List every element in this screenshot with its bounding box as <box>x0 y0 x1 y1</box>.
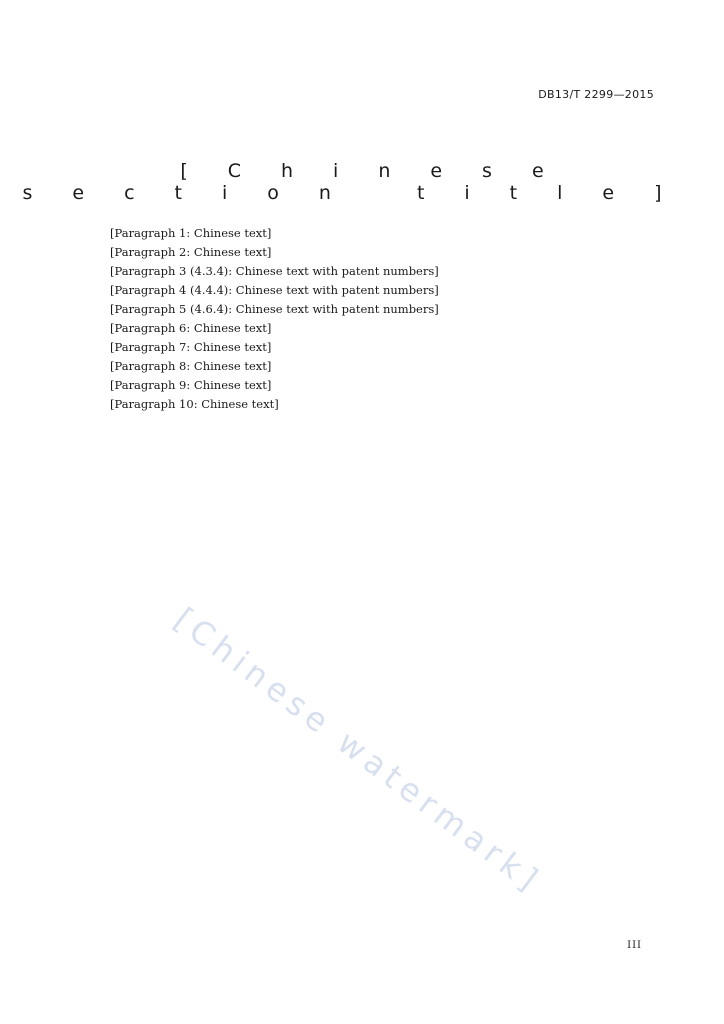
paragraph: [Paragraph 10: Chinese text] <box>110 397 279 411</box>
paragraph: [Paragraph 5 (4.6.4): Chinese text with patent numbers] <box>110 302 439 316</box>
paragraph: [Paragraph 7: Chinese text] <box>110 340 272 354</box>
watermark: [Chinese watermark] <box>167 600 550 902</box>
paragraph: [Paragraph 6: Chinese text] <box>110 321 272 335</box>
paragraph: [Paragraph 1: Chinese text] <box>110 226 272 240</box>
page-number: III <box>627 940 642 951</box>
paragraph: [Paragraph 2: Chinese text] <box>110 245 272 259</box>
page-title: [Chinese section title] <box>22 160 702 204</box>
paragraph: [Paragraph 8: Chinese text] <box>110 359 272 373</box>
paragraph: [Paragraph 4 (4.4.4): Chinese text with patent numbers] <box>110 283 439 297</box>
document-code: DB13/T 2299—2015 <box>538 88 654 101</box>
paragraph: [Paragraph 3 (4.3.4): Chinese text with patent numbers] <box>110 264 439 278</box>
document-body <box>87 224 657 414</box>
paragraph: [Paragraph 9: Chinese text] <box>110 378 272 392</box>
